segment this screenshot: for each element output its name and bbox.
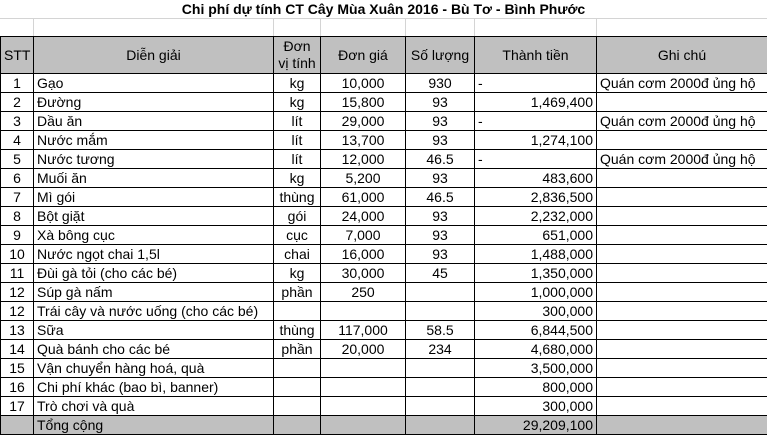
cell-desc[interactable]: Bột giặt [34,207,274,226]
cell-note[interactable]: Quán cơm 2000đ ủng hộ [597,74,767,93]
cell-total[interactable]: 4,680,000 [475,340,597,359]
cell-qty[interactable]: 58.5 [406,321,475,340]
cell-note[interactable] [597,93,767,112]
cell-stt[interactable]: 17 [1,397,34,416]
cell-stt[interactable]: 12 [1,283,34,302]
cell-qty[interactable]: 93 [406,226,475,245]
cell-price[interactable]: 15,800 [321,93,406,112]
cell-total[interactable]: 1,469,400 [475,93,597,112]
cell-price[interactable] [321,302,406,321]
cell-qty[interactable]: 45 [406,264,475,283]
cell-price[interactable]: 12,000 [321,150,406,169]
cell-price[interactable] [321,359,406,378]
cell-qty[interactable]: 46.5 [406,150,475,169]
header-price[interactable]: Đơn giá [321,37,406,74]
cell-note[interactable] [597,245,767,264]
cell-desc[interactable]: Sữa [34,321,274,340]
cell-unit[interactable]: chai [274,245,321,264]
cell-stt[interactable]: 10 [1,245,34,264]
table-row [1,207,767,226]
cell-price[interactable]: 250 [321,283,406,302]
cell-unit[interactable]: thùng [274,321,321,340]
cell-qty[interactable] [406,302,475,321]
table-row [1,321,767,340]
cell-qty[interactable]: 46.5 [406,188,475,207]
cell-price[interactable] [321,397,406,416]
cell-price[interactable]: 10,000 [321,74,406,93]
cell-desc[interactable]: Nước mắm [34,131,274,150]
table-row [1,226,767,245]
cell-stt[interactable]: 4 [1,131,34,150]
cell-price[interactable]: 61,000 [321,188,406,207]
cell-unit[interactable] [274,302,321,321]
blank-cell[interactable] [474,18,597,36]
cell-unit[interactable] [274,378,321,397]
cell-price[interactable]: 29,000 [321,112,406,131]
cell-unit[interactable]: thùng [274,188,321,207]
cell-note[interactable] [597,397,767,416]
cell-note[interactable] [597,378,767,397]
header-row [1,37,767,74]
cell-price[interactable]: 30,000 [321,264,406,283]
cell-note[interactable] [597,207,767,226]
table-row [1,340,767,359]
table-row [1,264,767,283]
blank-cell[interactable] [273,18,321,36]
cell-stt[interactable]: 16 [1,378,34,397]
total-row [1,416,767,435]
table-row [1,397,767,416]
cell-desc[interactable]: Dầu ăn [34,112,274,131]
cell-stt[interactable]: 7 [1,188,34,207]
cell-desc[interactable]: Nước tương [34,150,274,169]
cell-note[interactable] [597,340,767,359]
header-qty[interactable]: Số lượng [406,37,475,74]
blank-cell[interactable] [320,18,406,36]
cell-total[interactable]: - [475,112,597,131]
cell-price[interactable]: 16,000 [321,245,406,264]
cell-total[interactable]: 651,000 [475,226,597,245]
cell-note[interactable] [597,226,767,245]
header-total[interactable]: Thành tiền [475,37,597,74]
cell-note[interactable] [597,169,767,188]
cell-desc[interactable]: Vận chuyển hàng hoá, quà [34,359,274,378]
cell-unit[interactable]: phần [274,340,321,359]
cell-stt[interactable]: 12 [1,302,34,321]
total-label[interactable]: Tổng cộng [34,416,274,435]
cell-qty[interactable]: 93 [406,112,475,131]
cell-price[interactable]: 20,000 [321,340,406,359]
cell-stt[interactable]: 5 [1,150,34,169]
cell-note[interactable] [597,302,767,321]
cell-total[interactable]: 1,000,000 [475,283,597,302]
cell-unit[interactable]: phần [274,283,321,302]
cell-price[interactable]: 13,700 [321,131,406,150]
cell-qty[interactable]: 234 [406,340,475,359]
sheet-title: Chi phí dự tính CT Cây Mùa Xuân 2016 - Bù Tơ - Bình Phước [0,0,767,19]
cell-qty[interactable] [406,359,475,378]
table-row [1,378,767,397]
cell-price[interactable]: 117,000 [321,321,406,340]
cell-stt[interactable]: 1 [1,74,34,93]
cell-qty[interactable]: 93 [406,169,475,188]
cell-total[interactable]: 2,232,000 [475,207,597,226]
cell-desc[interactable]: Súp gà nấm [34,283,274,302]
cell-unit[interactable]: kg [274,264,321,283]
blank-cell[interactable] [0,18,34,36]
cell-stt[interactable]: 2 [1,93,34,112]
cell-qty[interactable] [406,416,475,435]
cell-total[interactable]: 1,488,000 [475,245,597,264]
table-row [1,169,767,188]
cell-note[interactable] [597,264,767,283]
cell-desc[interactable]: Chi phí khác (bao bì, banner) [34,378,274,397]
cell-desc[interactable]: Đường [34,93,274,112]
cell-qty[interactable]: 93 [406,93,475,112]
cell-total[interactable]: 6,844,500 [475,321,597,340]
cell-stt[interactable]: 6 [1,169,34,188]
cell-total[interactable]: 300,000 [475,302,597,321]
cell-qty[interactable]: 93 [406,245,475,264]
cell-unit[interactable]: kg [274,93,321,112]
cell-stt[interactable] [1,416,34,435]
header-stt[interactable]: STT [1,37,34,74]
total-value[interactable]: 29,209,100 [475,416,597,435]
table-row [1,359,767,378]
table-row [1,112,767,131]
cell-qty[interactable] [406,283,475,302]
cell-stt[interactable]: 15 [1,359,34,378]
cell-desc[interactable]: Trái cây và nước uống (cho các bé) [34,302,274,321]
table-row [1,131,767,150]
cell-price[interactable]: 5,200 [321,169,406,188]
cell-price[interactable] [321,416,406,435]
cell-desc[interactable]: Muối ăn [34,169,274,188]
cell-desc[interactable]: Trò chơi và quà [34,397,274,416]
cell-price[interactable]: 7,000 [321,226,406,245]
cell-note[interactable] [597,416,767,435]
cell-qty[interactable] [406,397,475,416]
cell-total[interactable]: - [475,150,597,169]
cell-qty[interactable] [406,378,475,397]
cell-total[interactable]: 3,500,000 [475,359,597,378]
cell-note[interactable]: Quán cơm 2000đ ủng hộ [597,112,767,131]
table-row [1,283,767,302]
cell-unit[interactable]: gói [274,207,321,226]
cell-stt[interactable]: 11 [1,264,34,283]
cell-total[interactable]: 1,274,100 [475,131,597,150]
cell-total[interactable]: - [475,74,597,93]
cell-qty[interactable]: 93 [406,131,475,150]
cell-unit[interactable]: lít [274,131,321,150]
cell-unit[interactable]: kg [274,74,321,93]
cell-note[interactable] [597,131,767,150]
cell-stt[interactable]: 9 [1,226,34,245]
cell-desc[interactable]: Đùi gà tỏi (cho các bé) [34,264,274,283]
cell-total[interactable]: 300,000 [475,397,597,416]
cost-table [0,36,767,435]
cell-note[interactable] [597,359,767,378]
cell-total[interactable]: 800,000 [475,378,597,397]
table-row [1,150,767,169]
cell-desc[interactable]: Mì gói [34,188,274,207]
blank-cell[interactable] [33,18,274,36]
blank-cell[interactable] [405,18,475,36]
table-row [1,74,767,93]
cell-desc[interactable]: Quà bánh cho các bé [34,340,274,359]
cell-note[interactable] [597,283,767,302]
cell-unit[interactable] [274,416,321,435]
cell-total[interactable]: 1,350,000 [475,264,597,283]
cell-note[interactable]: Quán cơm 2000đ ủng hộ [597,150,767,169]
cell-desc[interactable]: Xà bông cục [34,226,274,245]
table-row [1,93,767,112]
cell-total[interactable]: 2,836,500 [475,188,597,207]
cell-desc[interactable]: Gạo [34,74,274,93]
cell-stt[interactable]: 13 [1,321,34,340]
cell-unit[interactable]: lít [274,112,321,131]
cell-qty[interactable]: 930 [406,74,475,93]
cell-unit[interactable]: kg [274,169,321,188]
table-row [1,188,767,207]
cell-total[interactable]: 483,600 [475,169,597,188]
cell-price[interactable] [321,378,406,397]
cell-unit[interactable] [274,359,321,378]
cell-unit[interactable]: cục [274,226,321,245]
cell-stt[interactable]: 8 [1,207,34,226]
table-row [1,302,767,321]
header-desc[interactable]: Diễn giải [34,37,274,74]
cell-unit[interactable]: lít [274,150,321,169]
cell-desc[interactable]: Nước ngọt chai 1,5l [34,245,274,264]
table-row [1,245,767,264]
cell-unit[interactable] [274,397,321,416]
cell-stt[interactable]: 3 [1,112,34,131]
cell-price[interactable]: 24,000 [321,207,406,226]
cell-qty[interactable]: 93 [406,207,475,226]
cell-stt[interactable]: 14 [1,340,34,359]
header-note[interactable]: Ghi chú [597,37,767,74]
cell-note[interactable] [597,188,767,207]
cell-note[interactable] [597,321,767,340]
header-unit[interactable]: Đơn vị tính [274,37,321,74]
